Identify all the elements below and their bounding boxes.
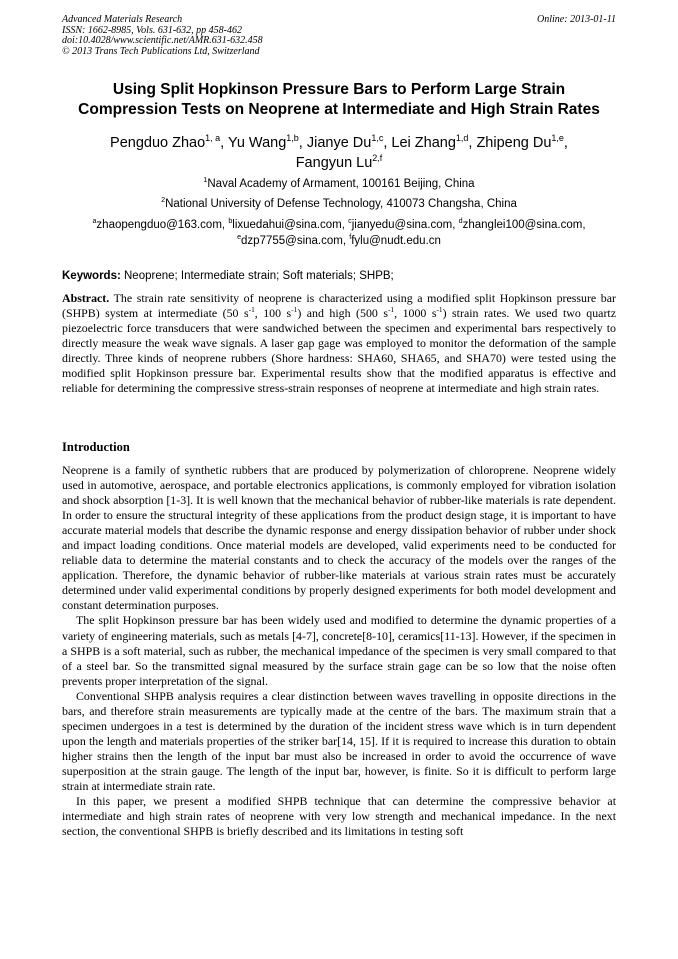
keywords-line (62, 269, 622, 283)
exponent: -1 (387, 305, 395, 315)
affiliation-text: National University of Defense Technology, 410073 Changsha, China (165, 198, 517, 210)
email-sup: e (237, 233, 242, 242)
abstract-text: ) and high (500 s (297, 306, 388, 321)
email-sup: b (228, 217, 233, 226)
email-address: zhanglei100@sina.com (462, 219, 583, 231)
paragraph: The split Hopkinson pressure bar has been widely used and modified to determine the dynamic properties of a variety of engineering materials, such as metals [4-7], concrete[8-10], ceramics[11-13]. However, if the specimen in a SHPB is a soft material, such as rubber, the mechanical impedance of the specimen is very small compared to that of a steel bar. So the transmitted signal measured by the surface strain gage can be so low that the noise often prevents proper interpretation of the signal. (62, 613, 616, 688)
author-name: Yu Wang (227, 135, 287, 151)
section-heading-introduction: Introduction (62, 440, 130, 454)
email-line-2: $^e$dzp7755@sina.com, $^f$fylu@nudt.edu.cn (237, 233, 441, 247)
affiliation-sup: 1 (203, 176, 208, 185)
abstract-text: The strain rate sensitivity of neoprene is characterized using a modified split Hopkinson pressure bar (SHPB) system at intermediate (50 s (62, 291, 616, 321)
doi-line: doi:10.4028/www.scientific.net/AMR.631-632.458 (62, 35, 263, 46)
author-name: Pengduo Zhao (110, 135, 206, 151)
keywords-text: Neoprene; Intermediate strain; Soft materials; SHPB; (120, 270, 394, 282)
abstract-text: , 1000 s (394, 306, 437, 321)
journal-name: Advanced Materials Research (62, 14, 183, 25)
author-sup: 1,c (371, 133, 384, 144)
abstract-label: Abstract. (62, 291, 110, 305)
author-sup: 1,d (455, 133, 469, 144)
author-name: Lei Zhang (391, 135, 456, 151)
keywords-label: Keywords: (62, 270, 121, 282)
affiliation-2 (40, 197, 638, 211)
abstract-text: ) strain rates. We used two quartz piezoelectric force transducers that were sandwiched between the specimen and experimental bars respectively to directly measure the weak wave signals. A laser gap gage was employed to monitor the deformation of the sample directly. Three kinds of neoprene rubbers (Shore hardness: SHA60, SHA65, and SHA70) were tested using the modified split Hopkinson pressure bar. Experimental results show that the modified apparatus is effective and reliable for determining the compressive stress-strain responses of neoprene at intermediate and high strain rates. (62, 306, 616, 396)
author-sup: 1,b (286, 133, 299, 144)
publication-header (62, 15, 616, 57)
affiliation-1 (40, 177, 638, 191)
introduction-body (62, 463, 616, 839)
affiliation-text: Naval Academy of Armament, 100161 Beijing, China (207, 178, 475, 190)
abstract-text: , 100 s (254, 306, 292, 321)
author-name: Fangyun Lu (295, 155, 373, 171)
issn-line: ISSN: 1662-8985, Vols. 631-632, pp 458-462 (62, 24, 242, 36)
author-line-2 (40, 153, 638, 173)
abstract (62, 291, 616, 396)
exponent: -1 (248, 305, 255, 315)
author-sup: 1, a (205, 133, 221, 144)
online-date: Online: 2013-01-11 (537, 14, 616, 25)
email-address: zhaopengduo@163.com (96, 219, 222, 231)
title-line-1: Using Split Hopkinson Pressure Bars to Perform Large Strain (112, 81, 566, 98)
email-address: fylu@nudt.edu.cn (351, 235, 441, 247)
title-line-2: Compression Tests on Neoprene at Intermediate and High Strain Rates (78, 101, 600, 118)
email-sup: f (349, 233, 352, 242)
copyright-line: © 2013 Trans Tech Publications Ltd, Switzerland (62, 45, 260, 57)
email-address: lixuedahui@sina.com (232, 219, 342, 231)
abstract-paragraph (62, 291, 616, 396)
email-sup: d (458, 217, 463, 226)
email-sup: a (92, 217, 97, 226)
email-address: jianyedu@sina.com (351, 219, 453, 231)
author-line-1: Pengduo Zhao$^{1, a}$, Yu Wang$^{1,b}$, Jianye Du$^{1,c}$, Lei Zhang$^{1,d}$, Zhipeng Du$^{1,e}$, (110, 133, 568, 151)
paragraph: Neoprene is a family of synthetic rubbers that are produced by polymerization of chloroprene. Neoprene widely used in automotive, aerospace, and portable electronics applications, is commonly employed for vibration isolation and shock absorption [1-3]. It is well known that the mechanical behavior of rubber-like materials is rate dependent. In order to ensure the structural integrity of these applications from the product design stage, it is important to have accurate material models that describe the dynamic response and energy dissipation behavior of rubber under shock and impact loading conditions. Once material models are developed, valid experiments need to be conducted for reliable data to determine the material constants and to check the accuracy of the models over the ranges of the application. Therefore, the dynamic behavior of rubber-like materials at various strain rates must be accurately determined under valid experimental conditions by properly designed experiments for both model development and constant determination purposes. (62, 463, 616, 613)
paper-title (40, 80, 638, 120)
author-sup: 2,f (372, 153, 383, 164)
email-line-1: $^a$zhaopengduo@163.com, $^b$lixuedahui@sina.com, $^c$jianyedu@sina.com, $^d$zhanglei100@sina.com, (92, 217, 586, 231)
exponent: -1 (436, 305, 443, 315)
exponent: -1 (291, 305, 298, 315)
affiliation-sup: 2 (161, 196, 166, 205)
email-sup: c (348, 217, 352, 226)
author-name: Zhipeng Du (476, 135, 552, 151)
paragraph: In this paper, we present a modified SHPB technique that can determine the compressive behavior at intermediate and high strain rates of neoprene with very low strength and mechanical impedance. In the next section, the conventional SHPB is briefly described and its limitations in testing soft (62, 794, 616, 839)
author-sup: 1,e (551, 133, 564, 144)
email-address: dzp7755@sina.com (241, 235, 343, 247)
author-list (40, 133, 638, 173)
author-name: Jianye Du (306, 135, 372, 151)
paragraph: Conventional SHPB analysis requires a clear distinction between waves travelling in opposite directions in the bars, and therefore strain measurements are typically made at the centre of the bars. The maximum strain that a specimen undergoes in a test is determined by the duration of the incident stress wave which is in turn dependent upon the length and materials properties of the striker bar[14, 15]. If it is required to increase this duration to obtain higher strains then the length of the input bar must also be increased in order to avoid the occurrence of wave superposition at the strain gauge. The length of the input bar, however, is finite. So it is difficult to perform large strain at intermediate strain rate. (62, 688, 616, 793)
